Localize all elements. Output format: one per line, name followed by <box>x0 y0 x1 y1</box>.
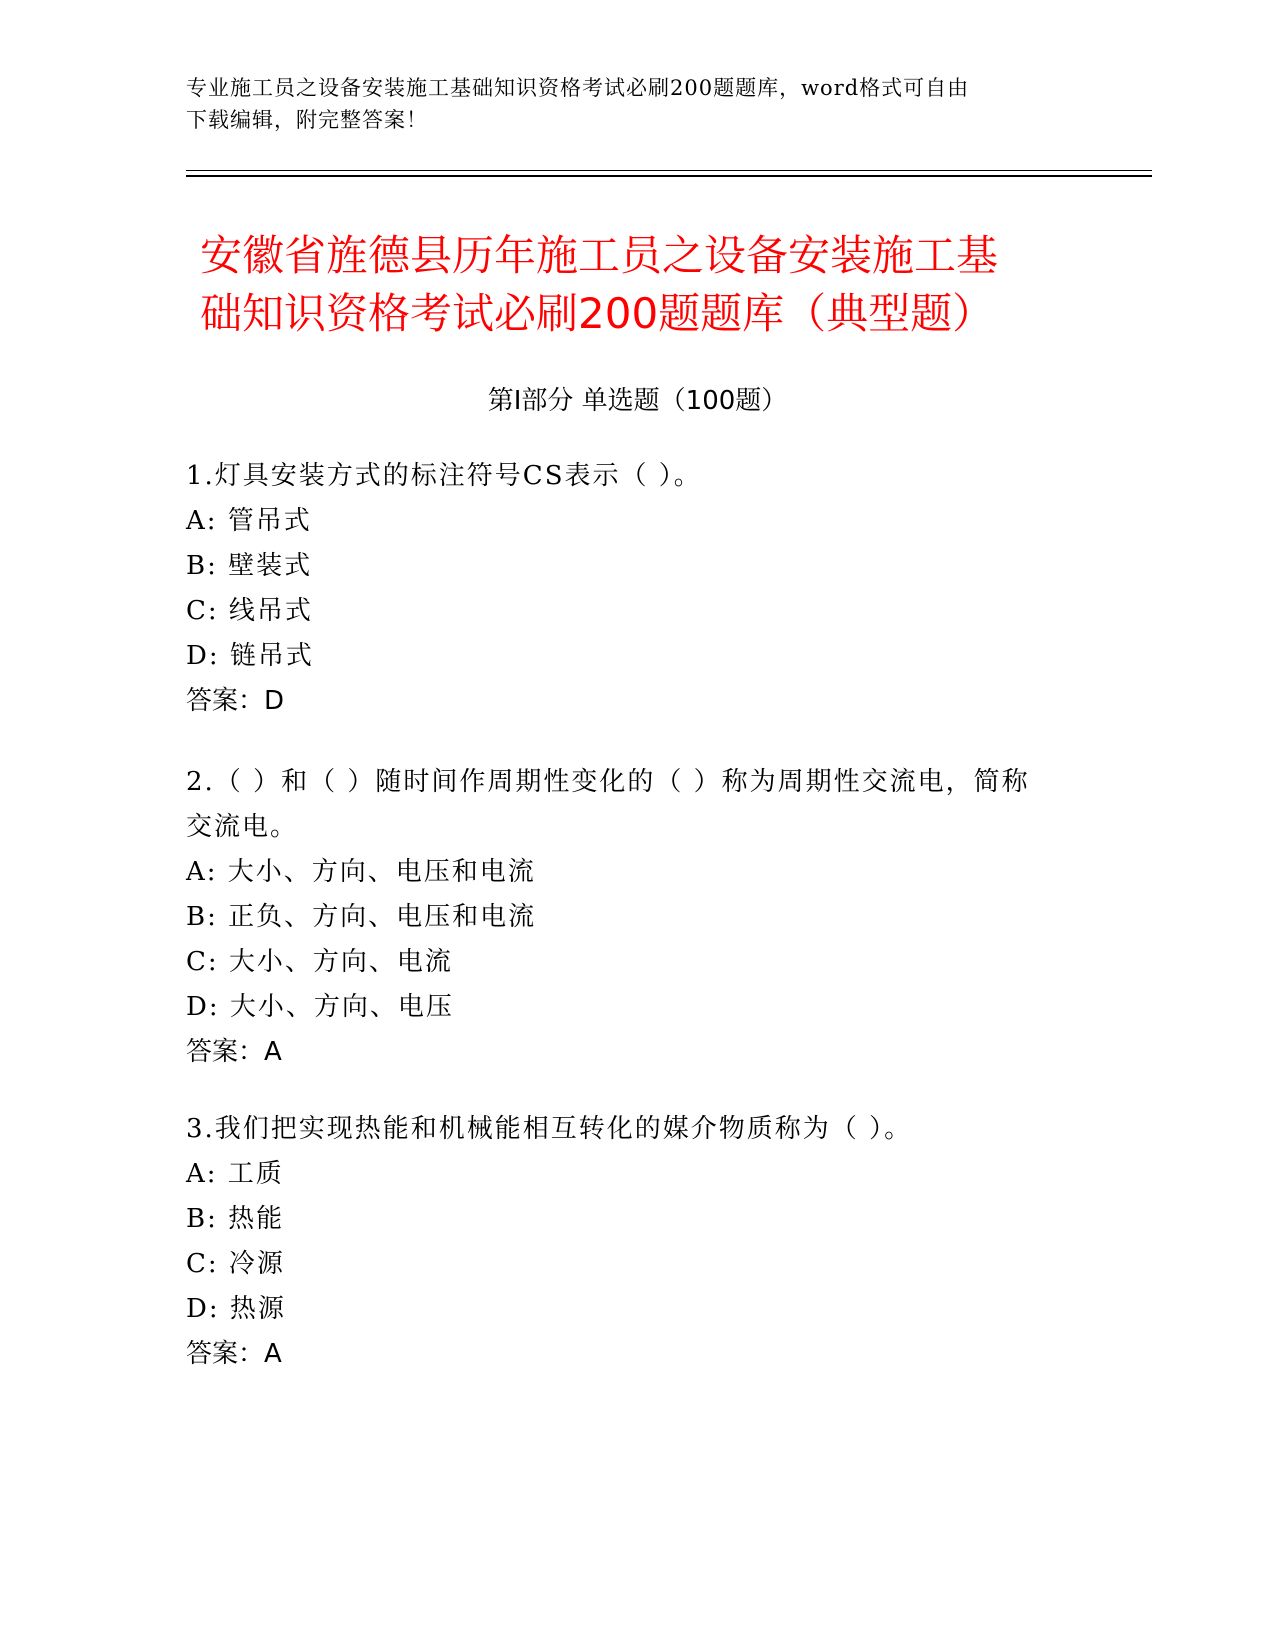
section-heading: 第Ⅰ部分 单选题（100题） <box>487 386 788 416</box>
header-divider-thick <box>186 175 1152 177</box>
option-b: B: 正负、方向、电压和电流 <box>186 902 537 932</box>
option-c: C: 冷源 <box>186 1249 285 1279</box>
answer-line: 答案：D <box>186 686 285 716</box>
option-d: D: 链吊式 <box>186 641 314 671</box>
question-stem <box>186 760 1086 850</box>
question-2 <box>186 760 1086 1075</box>
option-a: A: 管吊式 <box>186 506 312 536</box>
header-note-line-1: 专业施工员之设备安装施工基础知识资格考试必刷200题题库，word格式可自由 <box>186 76 970 100</box>
option-a: A: 大小、方向、电压和电流 <box>186 857 536 887</box>
question-3 <box>186 1107 1086 1377</box>
option-b: B: 壁装式 <box>186 551 313 581</box>
answer-line: 答案：A <box>186 1037 282 1067</box>
header-note-line-2: 下载编辑，附完整答案！ <box>186 108 428 132</box>
document-title-line-1: 安徽省旌德县历年施工员之设备安装施工基 <box>200 231 999 280</box>
option-c: C: 线吊式 <box>186 596 313 626</box>
question-stem <box>186 1107 1086 1152</box>
question-stem <box>186 454 1086 499</box>
question-stem-line: 3.我们把实现热能和机械能相互转化的媒介物质称为（ ）。 <box>186 1114 913 1144</box>
question-stem-line: 1.灯具安装方式的标注符号CS表示（ ）。 <box>186 461 702 491</box>
question-1 <box>186 454 1086 724</box>
option-d: D: 热源 <box>186 1294 286 1324</box>
option-b: B: 热能 <box>186 1204 285 1234</box>
option-a: A: 工质 <box>186 1159 284 1189</box>
document-title-line-2: 础知识资格考试必刷200题题库（典型题） <box>200 289 995 338</box>
header-note <box>186 72 1086 136</box>
question-stem-line: 交流电。 <box>186 812 299 842</box>
question-stem-line: 2.（ ）和（ ）随时间作周期性变化的（ ）称为周期性交流电，简称 <box>186 767 1030 797</box>
option-c: C: 大小、方向、电流 <box>186 947 453 977</box>
option-d: D: 大小、方向、电压 <box>186 992 454 1022</box>
answer-line: 答案：A <box>186 1339 282 1369</box>
header-divider-thin <box>186 170 1152 171</box>
document-title <box>200 227 1080 343</box>
